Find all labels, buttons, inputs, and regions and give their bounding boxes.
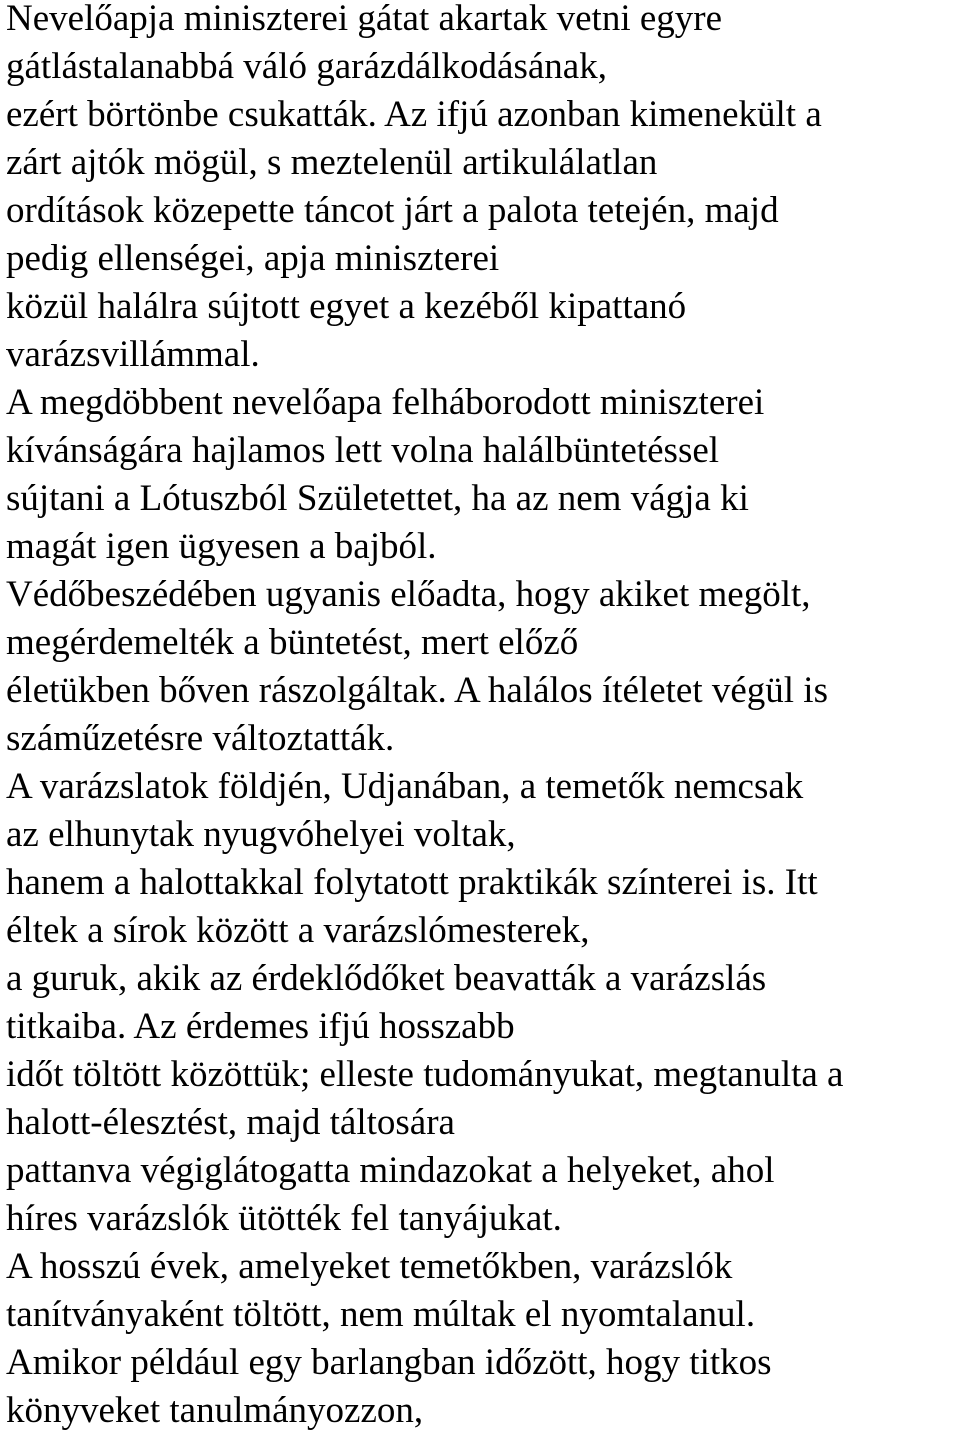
text-line: pattanva végiglátogatta mindazokat a helyeket, ahol [6, 1150, 775, 1191]
text-line: éltek a sírok között a varázslómesterek, [6, 910, 590, 951]
text-line: zárt ajtók mögül, s meztelenül artikulálatlan [6, 142, 658, 183]
text-line: az elhunytak nyugvóhelyei voltak, [6, 814, 516, 855]
text-line: időt töltött közöttük; elleste tudományukat, megtanulta a [6, 1054, 844, 1095]
text-line: A megdöbbent nevelőapa felháborodott miniszterei [6, 382, 765, 423]
text-line: Nevelőapja miniszterei gátat akartak vetni egyre [6, 0, 723, 39]
text-line: könyveket tanulmányozzon, [6, 1390, 424, 1431]
text-line: ordítások közepette táncot járt a palota tetején, majd [6, 190, 779, 231]
text-line: száműzetésre változtatták. [6, 718, 395, 759]
text-line: A hosszú évek, amelyeket temetőkben, varázslók [6, 1246, 733, 1287]
text-line: Védőbeszédében ugyanis előadta, hogy akiket megölt, [6, 574, 811, 615]
text-line: hanem a halottakkal folytatott praktikák színterei is. Itt [6, 862, 818, 903]
text-line: sújtani a Lótuszból Születettet, ha az nem vágja ki [6, 478, 749, 519]
text-line: pedig ellenségei, apja miniszterei [6, 238, 500, 279]
text-line: gátlástalanabbá váló garázdálkodásának, [6, 46, 607, 87]
text-line: híres varázslók ütötték fel tanyájukat. [6, 1198, 562, 1239]
text-line: magát igen ügyesen a bajból. [6, 526, 437, 567]
text-line: kívánságára hajlamos lett volna halálbüntetéssel [6, 430, 720, 471]
text-line: közül halálra sújtott egyet a kezéből kipattanó [6, 286, 687, 327]
text-line: tanítványaként töltött, nem múltak el nyomtalanul. [6, 1294, 756, 1335]
text-line: Amikor például egy barlangban időzött, hogy titkos [6, 1342, 772, 1383]
text-line: ezért börtönbe csukatták. Az ifjú azonban kimenekült a [6, 94, 822, 135]
text-line: varázsvillámmal. [6, 334, 260, 375]
text-line: A varázslatok földjén, Udjanában, a temetők nemcsak [6, 766, 804, 807]
text-line: titkaiba. Az érdemes ifjú hosszabb [6, 1006, 515, 1047]
text-line: a guruk, akik az érdeklődőket beavatták a varázslás [6, 958, 767, 999]
text-line: megérdemelték a büntetést, mert előző [6, 622, 579, 663]
text-line: életükben bőven rászolgáltak. A halálos ítéletet végül is [6, 670, 828, 711]
text-line: halott-élesztést, majd táltosára [6, 1102, 455, 1143]
